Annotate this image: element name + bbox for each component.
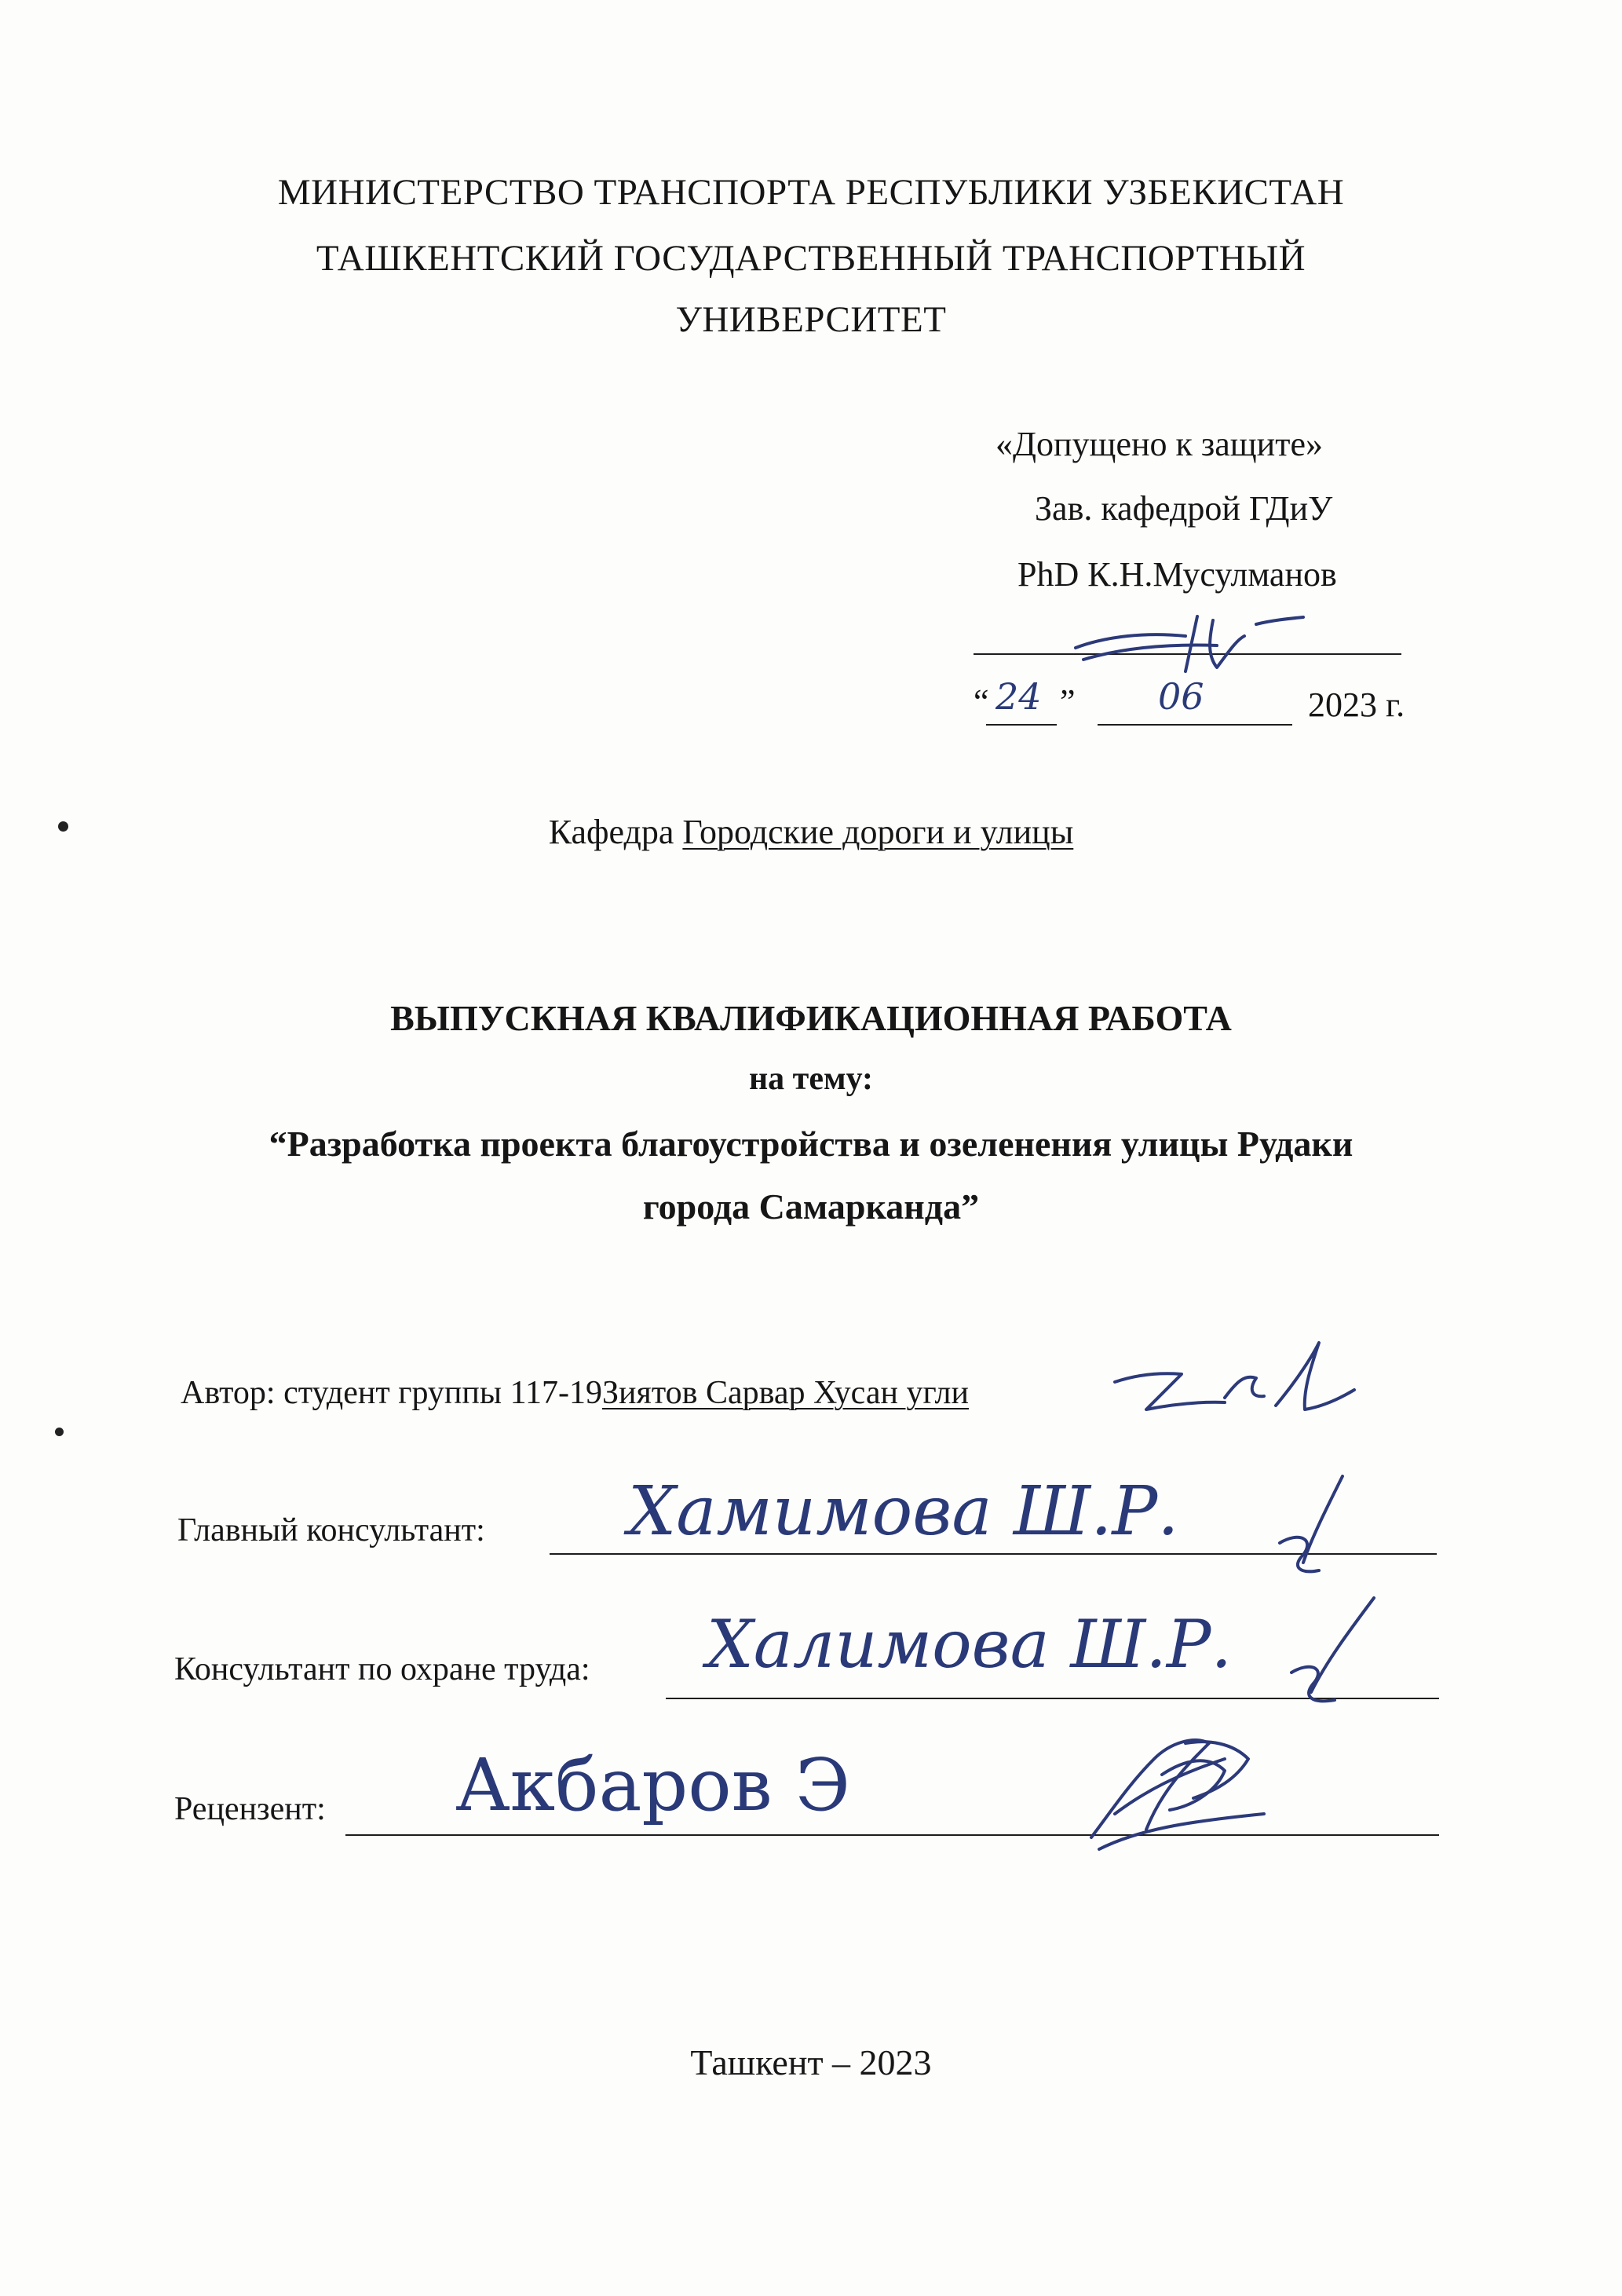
approval-day-line bbox=[986, 724, 1057, 726]
work-topic-line-1: “Разработка проекта благоустройства и озеленения улицы Рудаки bbox=[269, 1124, 1353, 1164]
approval-title: «Допущено к защите» bbox=[995, 425, 1323, 463]
author-name: Зиятов Сарвар Хусан угли bbox=[602, 1375, 969, 1411]
department-line bbox=[0, 812, 1622, 852]
reviewer-name: Акбаров Э bbox=[455, 1743, 851, 1827]
university-line-1: ТАШКЕНТСКИЙ ГОСУДАРСТВЕННЫЙ ТРАНСПОРТНЫЙ bbox=[316, 238, 1306, 279]
author-label: Автор: студент группы 117-19 bbox=[181, 1375, 602, 1411]
chief-consultant-name: Хамимова Ш.Р. bbox=[628, 1472, 1179, 1551]
footer-city-year: Ташкент – 2023 bbox=[690, 2042, 932, 2082]
safety-consultant-label: Консультант по охране труда: bbox=[174, 1651, 590, 1687]
work-subtitle: на тему: bbox=[748, 1061, 873, 1097]
approval-date-open-quote: “ bbox=[974, 682, 989, 721]
approval-year: 2023 г. bbox=[1308, 686, 1405, 724]
safety-consultant-name: Халимова Ш.Р. bbox=[707, 1606, 1233, 1683]
scan-speck bbox=[55, 1428, 64, 1436]
author-signature bbox=[1099, 1335, 1358, 1429]
approval-month-line bbox=[1098, 724, 1292, 726]
work-topic-line-2: города Самарканда” bbox=[642, 1186, 980, 1227]
chief-consultant-signature bbox=[1256, 1468, 1366, 1586]
approval-position: Зав. кафедрой ГДиУ bbox=[1035, 489, 1333, 528]
approval-date-close-quote: ” bbox=[1060, 682, 1076, 721]
department-label: Кафедра bbox=[548, 813, 674, 851]
author-line bbox=[181, 1374, 969, 1412]
approval-month: 06 bbox=[1158, 675, 1204, 718]
work-title: ВЫПУСКНАЯ КВАЛИФИКАЦИОННАЯ РАБОТА bbox=[390, 998, 1232, 1038]
university-line-2: УНИВЕРСИТЕТ bbox=[675, 299, 947, 340]
approval-day: 24 bbox=[995, 675, 1042, 718]
chief-consultant-label: Главный консультант: bbox=[177, 1512, 485, 1548]
reviewer-signature bbox=[1068, 1712, 1280, 1861]
approval-name: PhD К.Н.Мусулманов bbox=[1017, 555, 1337, 594]
approval-signature bbox=[1060, 605, 1311, 675]
safety-consultant-signature bbox=[1264, 1586, 1390, 1720]
ministry-line: МИНИСТЕРСТВО ТРАНСПОРТА РЕСПУБЛИКИ УЗБЕКИСТАН bbox=[277, 172, 1345, 213]
department-name: Городские дороги и улицы bbox=[682, 813, 1074, 851]
reviewer-label: Рецензент: bbox=[174, 1791, 326, 1827]
scan-speck bbox=[58, 821, 68, 832]
